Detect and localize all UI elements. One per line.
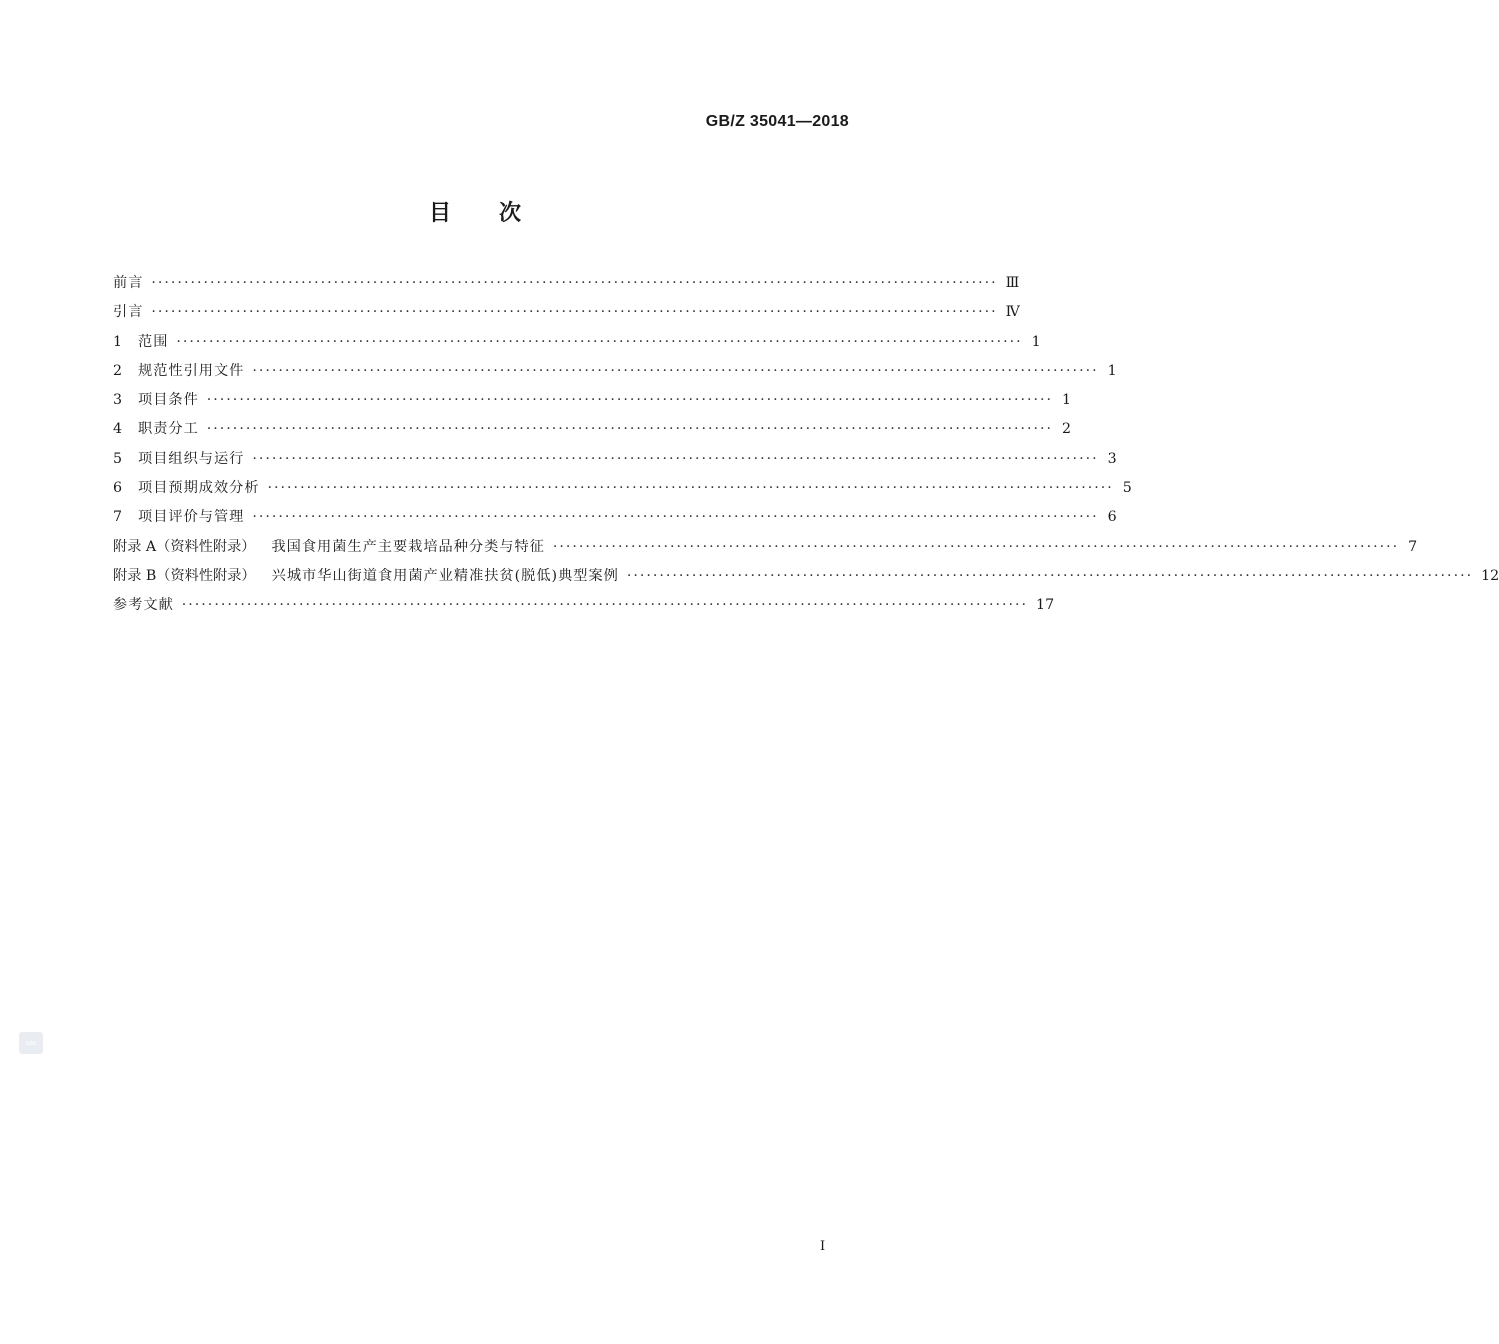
toc-entry-page: 2	[1062, 421, 1072, 438]
toc-entry-label: 项目预期成效分析	[138, 480, 260, 497]
toc-entry-label: 参考文献	[113, 597, 174, 614]
toc-entry-page: 1	[1107, 362, 1117, 379]
document-code: GB/Z 35041—2018	[705, 113, 849, 130]
toc-entry-number: 6	[113, 480, 123, 497]
table-of-contents	[113, 272, 1499, 624]
page-number: I	[820, 1239, 826, 1254]
toc-entry-number: 4	[113, 421, 123, 438]
toc-leader-dots: ··································································································································	[252, 509, 1099, 526]
toc-entry-page: Ⅳ	[1005, 304, 1020, 321]
toc-entry-page: 1	[1031, 333, 1041, 350]
toc-entry-label: 项目条件	[138, 392, 199, 409]
toc-entry[interactable]	[113, 360, 1117, 389]
toc-entry-label: 职责分工	[138, 421, 199, 438]
toc-annex-title: 我国食用菌生产主要栽培品种分类与特征	[271, 538, 545, 555]
toc-leader-dots: ··································································································································	[181, 597, 1029, 614]
toc-entry-label: 规范性引用文件	[138, 362, 245, 379]
toc-title	[0, 196, 950, 227]
toc-entry-label: 项目组织与运行	[138, 450, 245, 467]
toc-entry[interactable]	[113, 448, 1117, 477]
toc-entry-number: 7	[113, 509, 123, 526]
toc-entry-page: 1	[1062, 392, 1072, 409]
toc-entry-number: 5	[113, 450, 123, 467]
toc-leader-dots: ··································································································································	[267, 480, 1114, 497]
toc-entry[interactable]	[113, 272, 1020, 301]
toc-leader-dots: ··································································································································	[252, 450, 1099, 467]
toc-entry-page: 7	[1408, 538, 1418, 555]
toc-entry-page: 12	[1481, 567, 1499, 584]
toc-entry-page: 5	[1122, 480, 1132, 497]
toc-entry-page: Ⅲ	[1005, 275, 1020, 291]
toc-entry[interactable]	[113, 389, 1072, 418]
toc-annex-title: 兴城市华山街道食用菌产业精准扶贫(脱低)典型案例	[271, 567, 619, 584]
toc-entry[interactable]	[113, 594, 1055, 623]
toc-entry-number: 1	[113, 333, 123, 350]
toc-entry-label: 范围	[138, 333, 169, 350]
toc-leader-dots: ··································································································································	[206, 421, 1054, 438]
toc-entry[interactable]	[113, 418, 1072, 447]
toc-leader-dots: ··································································································································	[176, 333, 1023, 350]
toc-leader-dots: ··································································································································	[552, 538, 1400, 555]
toc-leader-dots: ··································································································································	[626, 567, 1474, 584]
toc-entry[interactable]	[113, 477, 1132, 506]
toc-entry-page: 3	[1107, 450, 1117, 467]
toc-entry[interactable]	[113, 331, 1041, 360]
toc-leader-dots: ··································································································································	[151, 304, 998, 321]
toc-entry-label	[113, 565, 619, 585]
toc-entry[interactable]	[113, 506, 1117, 535]
toc-entry-page: 6	[1107, 509, 1117, 526]
toc-entry-label	[113, 536, 545, 556]
toc-entry-page: 17	[1036, 597, 1055, 614]
toc-title-char: 次	[499, 201, 522, 226]
toc-entry-number: 3	[113, 392, 123, 409]
toc-entry-label: 引言	[113, 304, 144, 321]
toc-entry[interactable]	[113, 301, 1020, 330]
toc-leader-dots: ··································································································································	[252, 362, 1099, 379]
toc-leader-dots: ··································································································································	[206, 392, 1054, 409]
toc-entry-label: 前言	[113, 275, 144, 291]
toc-annex-designation: 附录 A（资料性附录）	[113, 538, 256, 555]
toc-annex-designation: 附录 B（资料性附录）	[113, 567, 256, 584]
sac-watermark-logo: sac	[19, 1032, 43, 1054]
toc-entry[interactable]	[113, 565, 1499, 594]
toc-leader-dots: ··································································································································	[151, 275, 998, 291]
toc-title-char: 目	[428, 201, 451, 226]
toc-entry-label: 项目评价与管理	[138, 509, 245, 526]
toc-entry[interactable]	[113, 536, 1418, 565]
toc-entry-number: 2	[113, 362, 123, 379]
